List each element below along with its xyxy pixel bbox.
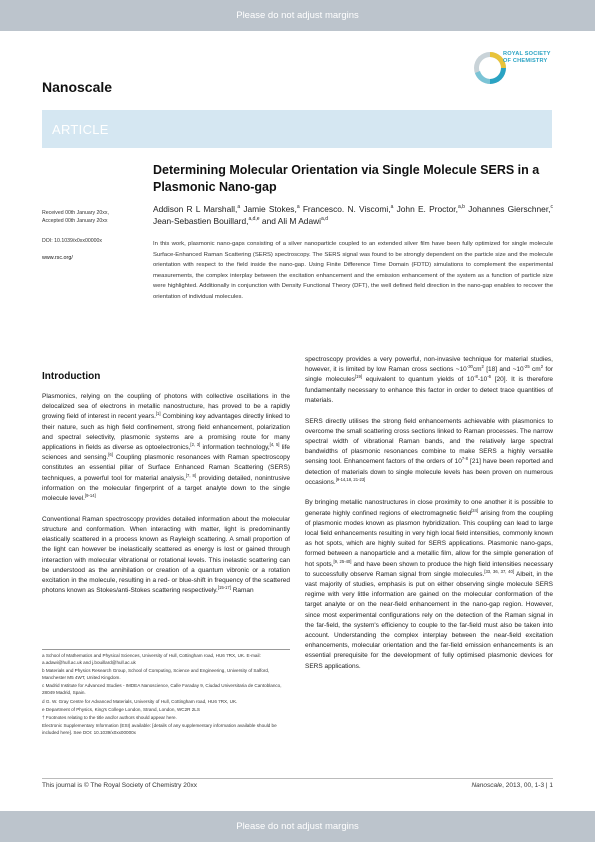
paragraph: SERS directly utilises the strong field enhancements achievable with plasmonics to overcome the small scattering cross sections linked to Raman processes. The narrow spectral width of vibrational Raman bands, and the relatively large spectral bandwidths of plasmonic resonances combine to make SERS a highly versatile sensing tool. Enhancement factors of the orders of 10$^{7-8}$ [21] have been reported and detection of materials down to single molecule levels has been proven on numerous occasions.[9-14,18, 21-23] — [305, 417, 553, 486]
article-type-banner — [42, 110, 552, 148]
article-type-label: ARTICLE — [52, 122, 109, 137]
top-margin-banner: Please do not adjust margins — [0, 0, 595, 31]
author-name: John E. Proctor, — [393, 204, 458, 214]
footnote-item: Electronic Supplementary Information (ESI) available: [details of any supplementary information available should be included here]. See DOI: 10.1039/x0xx00000x — [42, 723, 277, 736]
citation-ref[interactable]: [24] — [471, 507, 479, 513]
footer-divider — [42, 778, 553, 779]
citation-ref[interactable]: [9-14,18, 21-23] — [335, 476, 366, 482]
paragraph: spectroscopy provides a very powerful, non-invasive technique for material studies, however, it is limited by low Raman cross sections ~10$^{-30}$cm$^2$ [18] and ~10$^{-25}$ cm$^2$ for single molecules[19] equivalent to quantum yields of 10$^{-8}$-10$^{-6}$ [20]. It is therefore fundamentally necessary to enhance this factor in order to detect trace quantities of materials. — [305, 356, 553, 404]
left-column — [42, 371, 290, 607]
website-link[interactable]: www.rsc.org/ — [42, 255, 73, 261]
citation-ref[interactable]: -6 — [487, 374, 491, 380]
paragraph: Plasmonics, relying on the coupling of photons with collective oscillations in the delocalized sea of electrons in metallic nanostructure, has proved to be a rapidly growing field of interest in recent years.[1] Combining key advantages directly linked to their nature, such as high field confinement, strong field enhancement, polarization and spectral selectivity, plasmonic systems are a promising route for many applications in fields as diverse as optoelectronics,[2, 3] information technology,[4, 5] life sciences and sensing.[6] Coupling plasmonic resonances with Raman spectroscopy constitutes an essential pillar of Surface Enhanced Raman Scattering (SERS) techniques, a powerful tool for material analysis,[7, 8] providing detailed, nonintrusive information on the molecular fingerprint of a target analyte down to the single molecule level.[9-14] — [42, 393, 291, 503]
author-list — [153, 204, 553, 227]
footnote-item: b Materials and Physics Research Group, School of Computing, Science and Engineering, University of Salford, Manchester M5 4WT, United Kingdom. — [42, 668, 270, 681]
citation-ref[interactable]: 2 — [540, 364, 544, 370]
footer-journal: Nanoscale — [471, 782, 503, 789]
footnotes — [42, 652, 290, 737]
citation-ref[interactable]: [4, 5] — [269, 441, 280, 447]
author-name: Francesco. N. Viscomi, — [299, 204, 391, 214]
citation-ref[interactable]: 7-8 — [461, 456, 468, 462]
footnote-item: d G. W. Gray Centre for Advanced Materials, University of Hull, Cottingham road, HU6 7RX, UK. — [42, 698, 238, 704]
footer-copyright: This journal is © The Royal Society of Chemistry 20xx — [42, 782, 197, 789]
citation-ref[interactable]: [19] — [355, 374, 362, 380]
citation-ref[interactable]: [2, 3] — [190, 441, 201, 447]
paper-title: Determining Molecular Orientation via Single Molecule SERS in a Plasmonic Nano-gap — [153, 163, 540, 194]
footer-citation — [400, 782, 553, 789]
citation-ref[interactable]: [7, 8] — [185, 472, 197, 478]
citation-ref[interactable]: [6] — [108, 452, 113, 458]
footnote-item: c Madrid Institute for Advanced Studies - IMDEA Nanoscience, Calle Faraday 9, Ciudad Universitaria de Cantoblanco, 28049 Madrid, Spain. — [42, 683, 282, 696]
footnote-divider — [42, 649, 290, 650]
rsc-logo — [470, 40, 560, 96]
footnote-item: a School of Mathematics and Physical Sciences, University of Hull, Cottingham road, HU6 7RX, UK. E-mail: a.adawi@hull.ac.uk and j.bouillard@hull.ac.uk — [42, 653, 261, 665]
footer-page-info: , 2013, 00, 1-3 | 1 — [502, 782, 553, 789]
paragraph: By bringing metallic nanostructures in close proximity to one another it is possible to generate highly confined regions of electromagnetic field[24] arising from the coupling of plasmonic modes known as plasmon hybridization. This coupling can lead to large local field enhancements resulting in very high local field intensities, commonly known as hot spots, which are highly suited for SERS applications. Plasmonic nano-gaps, formed between a nanoparticle and a metallic film, allow for the simple generation of hot spots,[9, 25-40] and have been shown to produce the high field intensities necessary to successfully observe Raman signal from single molecules.[33, 36, 37, 40] Albeit, in the vast majority of studies, emphasis is put on either observing single molecule SERS regime with very little information are gained on the molecular conformation of the target analyte or on the near-field enhancement in the nano-gap region. However, since most experimental configurations rely on the detection of the Raman signal in the far-field, the system's efficiency to couple to the far-field must also be taken into account. Understanding the complex interplay between the near-field excitation enhancements, molecular orientation and the far-field emission enhancements is an essential prerequisite for the development of fully optimised plasmonic devices for SERS applications. — [305, 499, 553, 670]
author-affiliation-mark: a,b — [457, 204, 465, 211]
section-heading-introduction: Introduction — [42, 371, 101, 382]
rsc-logo-icon — [470, 40, 560, 96]
citation-ref[interactable]: [15-17] — [217, 585, 231, 590]
citation-ref[interactable]: [9, 25-40] — [333, 558, 352, 564]
author-name: Johannes Gierschner, — [464, 204, 551, 214]
citation-ref[interactable]: [1] — [155, 411, 161, 417]
author-affiliation-mark: a — [237, 204, 241, 211]
author-name: and Ali M Adawi — [259, 215, 322, 226]
received-dates — [42, 209, 109, 225]
author-affiliation-mark: c — [550, 204, 553, 211]
author-affiliation-mark: a,d — [321, 215, 328, 222]
journal-name: Nanoscale — [42, 79, 113, 95]
accepted-date: Accepted 00th January 20xx — [42, 218, 108, 224]
paragraph: Conventional Raman spectroscopy provides detailed information about the molecular structure and conformation. When interacting with matter, light is predominantly elastically scattered in a process known as Rayleigh scattering. A small proportion of the light can however be inelastically scattered as energy is lost or gained through interaction with molecular vibrational or rotational levels. This inelastic scattering can be understood as the annihilation or creation of a quantum vibronic or a rotation excitation in the molecule, resulting in a red- or blue-shift in frequency of the scattered photons known as Stokes/anti-Stokes scattering respectively.[15-17] Raman — [42, 515, 290, 595]
citation-ref[interactable]: [9-14] — [85, 492, 96, 498]
citation-ref[interactable]: 2 — [481, 364, 484, 370]
author-name: Addison R L Marshall, — [153, 204, 238, 214]
author-name: Jamie Stokes, — [240, 204, 297, 214]
logo-text: ROYAL SOCIETY OF CHEMISTRY — [503, 51, 551, 64]
author-affiliation-mark: a,d,e — [248, 215, 260, 222]
footnote-item: † Footnotes relating to the title and/or authors should appear here. — [42, 714, 177, 720]
author-affiliation-mark: a — [390, 204, 394, 211]
citation-ref[interactable]: -30 — [466, 364, 473, 370]
author-name: Jean-Sebastien Bouillard, — [153, 215, 249, 226]
citation-ref[interactable]: -8 — [474, 374, 478, 380]
footnote-item: e Department of Physics, King's College London, Strand, London, WC2R 2LS — [42, 706, 200, 712]
author-affiliation-mark: a — [296, 204, 300, 211]
citation-ref[interactable]: -25 — [523, 364, 530, 370]
bottom-margin-banner: Please do not adjust margins — [0, 811, 595, 842]
abstract: In this work, plasmonic nano-gaps consisting of a silver nanoparticle coupled to an extended silver film have been fully optimized for single molecule Surface-Enhanced Raman Scattering (SERS) spectroscopy. The SERS signal was found to be strongly dependent on the particle size and the molecule orientation with respect to the field inside the nano-gap. Using Finite Difference Time Domain (FDTD) simulations to complement the experimental measurements, the complex interplay between the excitation enhancement and the emission enhancement of the system as a function of particle size were highlighted. Additionally in conjunction with Density Functional Theory (DFT), the well defined field direction in the nano-gap enables to recover the orientation of individual molecules. — [153, 241, 553, 300]
doi: DOI: 10.1039/x0xx00000x — [42, 238, 102, 244]
citation-ref[interactable]: [33, 36, 37, 40] — [484, 568, 515, 574]
right-column — [305, 355, 553, 682]
received-date: Received 00th January 20xx, — [42, 210, 109, 216]
